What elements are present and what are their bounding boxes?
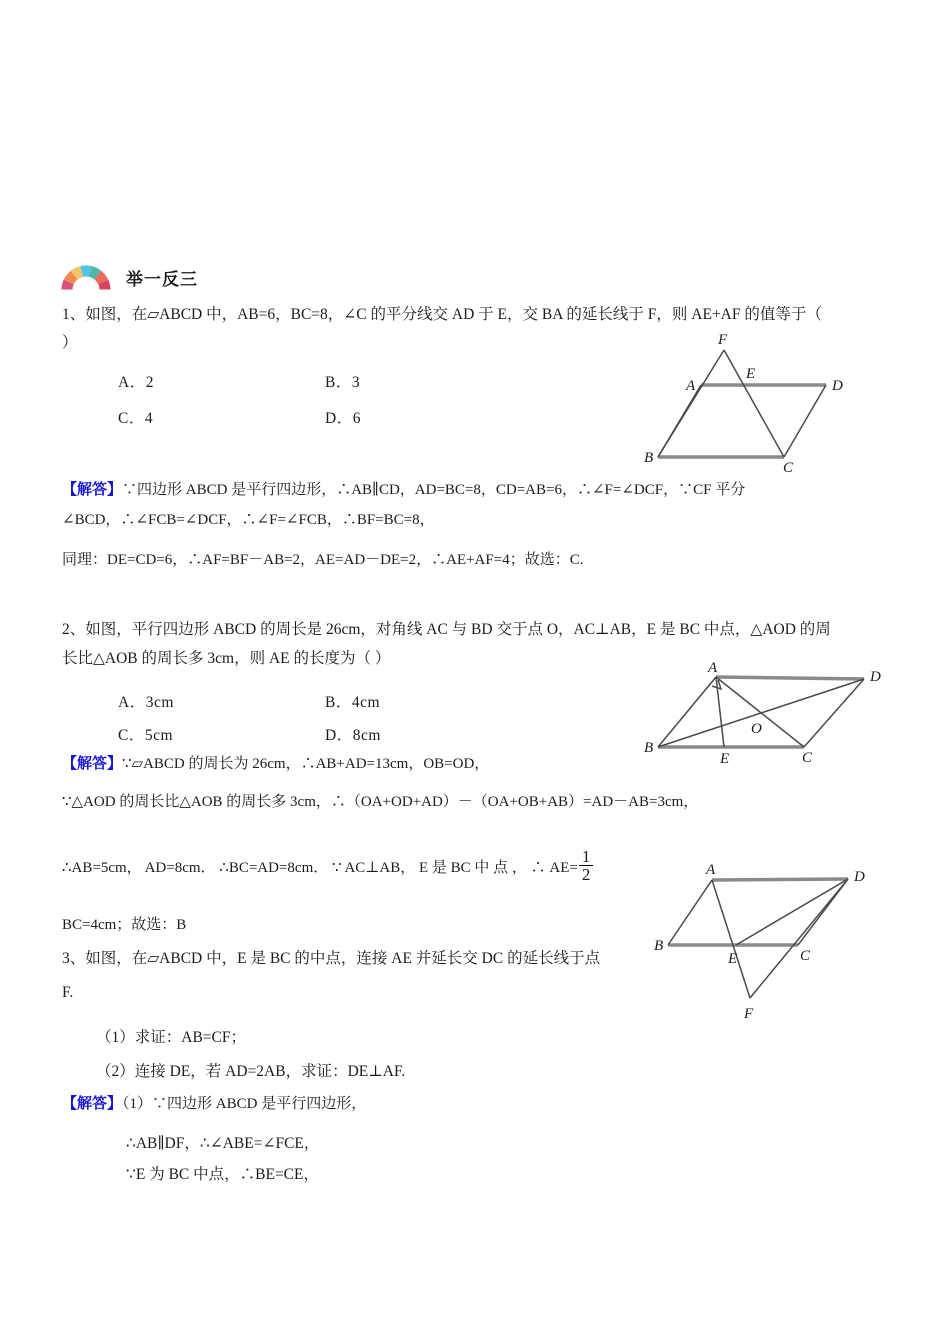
problem-2-solution-line1 [62,756,489,773]
figure-2-label-D: D [870,669,881,685]
figure-1-label-B: B [644,450,654,466]
problem-1-figure [636,330,886,475]
problem-1-statement-line1: 1、如图，在▱ABCD 中，AB=6，BC=8，∠C 的平分线交 AD 于 E，交 BA 的延长线于 F，则 AE+AF 的值等于（ [62,306,822,323]
figure-2-label-O: O [751,721,762,737]
problem-3-solution-line1 [62,1096,366,1113]
problem-2-option-d[interactable]: D．8cm [325,727,381,744]
figure-2-label-C: C [802,750,813,766]
figure-1-label-E: E [746,366,756,382]
problem-2-solution-post: BC=4cm；故选：B [62,917,187,933]
figure-3-label-E: E [728,951,738,967]
figure-2-label-B: B [644,740,654,756]
problem-1-solution-line3: 同理：DE=CD=6，∴AF=BF－AB=2，AE=AD－DE=2，∴AE+AF=4；故选：C. [62,552,584,568]
figure-1-label-D: D [832,378,843,394]
problem-1-solution-line2: ∠BCD，∴∠FCB=∠DCF，∴∠F=∠FCB，∴BF=BC=8， [62,512,435,528]
problem-2-statement-line1: 2、如图，平行四边形 ABCD 的周长是 26cm，对角线 AC 与 BD 交于点 O，AC⊥AB，E 是 BC 中点，△AOD 的周 [62,621,831,638]
problem-2-figure [636,657,886,767]
fraction-numerator: 1 [581,847,591,866]
problem-3-subquestion-1: （1）求证：AB=CF； [96,1029,246,1046]
problem-1-statement-line2: ） [62,334,78,351]
figure-2-label-A: A [708,660,718,676]
problem-2-solution-text1: ∵▱ABCD 的周长为 26cm，∴AB+AD=13cm，OB=OD， [122,756,490,772]
problem-3-solution-line2: ∴AB∥DF，∴∠ABE=∠FCE， [126,1135,320,1152]
problem-3-statement-line1: 3、如图，在▱ABCD 中，E 是 BC 的中点，连接 AE 并延长交 DC 的延长线于点 [62,950,601,967]
figure-3-label-D: D [854,869,865,885]
figure-3-label-F: F [744,1006,754,1022]
figure-3-label-B: B [654,938,664,954]
section-heading [60,264,198,291]
problem-2-solution-pre: ∴AB=5cm， AD=8cm． ∴BC=AD=8cm． ∵ AC⊥AB， E 是 BC 中 点 ， ∴ AE= [62,860,578,877]
problem-2-solution-line2: ∵△AOD 的周长比△AOB 的周长多 3cm，∴（OA+OD+AD）－（OA+OB+AB）=AD－AB=3cm， [62,794,699,810]
problem-1-solution-text1: ∵四边形 ABCD 是平行四边形，∴AB∥CD，AD=BC=8，CD=AB=6，∴∠F=∠DCF，∵CF 平分 [122,482,746,498]
problem-1-option-c[interactable]: C．4 [118,410,154,427]
figure-2-label-E: E [720,751,730,767]
answer-tag: 【解答】 [62,756,123,772]
problem-1-solution-line1 [62,482,745,499]
one-half-fraction [579,848,594,884]
figure-1-label-A: A [686,378,696,394]
answer-tag: 【解答】 [62,1096,123,1112]
problem-2-option-b[interactable]: B．4cm [325,694,381,711]
figure-3-label-C: C [800,948,811,964]
problem-3-figure [650,855,880,1027]
figure-1-label-C: C [783,460,794,475]
section-title: 举一反三 [126,270,198,289]
figure-1-label-F: F [718,332,728,348]
problem-2-solution-fraction-line [62,848,594,884]
rainbow-arch-icon [60,264,112,291]
problem-3-statement-line2: F. [62,984,74,1001]
figure-3-label-A: A [706,862,716,878]
problem-2-statement-line2: 长比△AOB 的周长多 3cm，则 AE 的长度为（ ） [62,650,391,667]
problem-1-option-b[interactable]: B．3 [325,374,361,391]
problem-1-option-a[interactable]: A．2 [118,374,154,391]
fraction-denominator: 2 [579,865,594,883]
problem-3-subquestion-2: （2）连接 DE，若 AD=2AB，求证：DE⊥AF. [96,1063,406,1080]
problem-2-option-a[interactable]: A．3cm [118,694,174,711]
answer-tag: 【解答】 [62,482,123,498]
problem-3-solution-line3: ∵E 为 BC 中点，∴BE=CE， [126,1166,319,1183]
problem-3-answer-first-line: （1）∵四边形 ABCD 是平行四边形， [122,1096,367,1112]
problem-2-option-c[interactable]: C．5cm [118,727,174,744]
problem-1-option-d[interactable]: D．6 [325,410,361,427]
